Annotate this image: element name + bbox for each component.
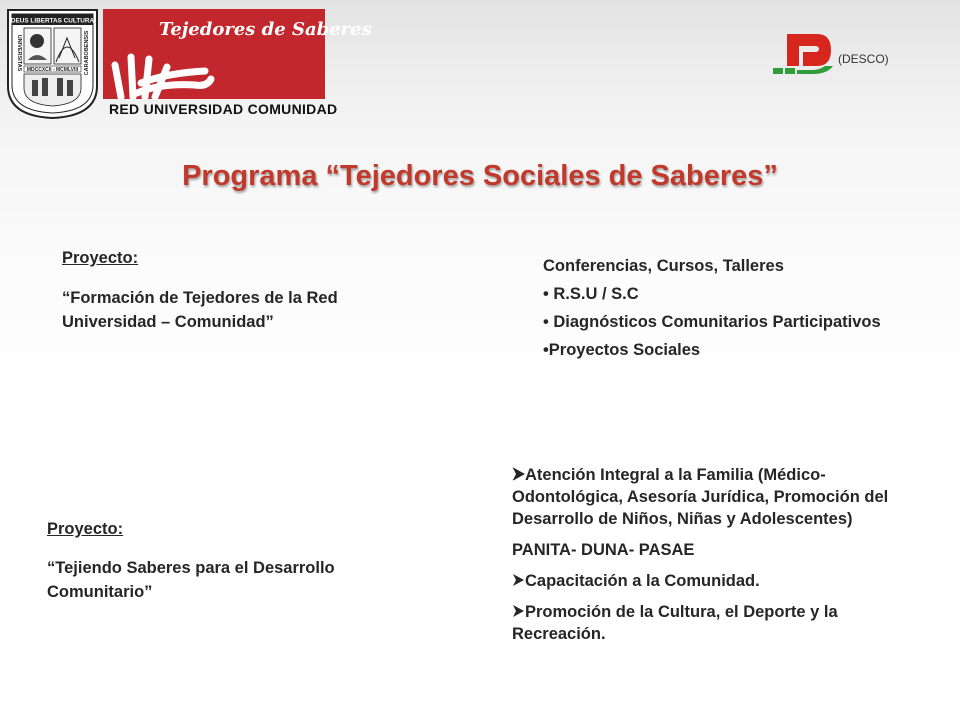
project1-label: Proyecto: bbox=[62, 249, 139, 267]
activity-item: • R.S.U / S.C bbox=[543, 285, 639, 303]
page-title: Programa “Tejedores Sociales de Saberes” bbox=[182, 160, 778, 192]
service-item bbox=[512, 570, 932, 592]
service-item-text: Capacitación a la Comunidad. bbox=[525, 572, 760, 590]
seal-left-text: UNIVERSITAS bbox=[16, 34, 22, 72]
services-list bbox=[512, 464, 932, 654]
service-item bbox=[512, 464, 932, 530]
programs-line: PANITA- DUNA- PASAE bbox=[512, 541, 695, 559]
arrow-bullet-icon bbox=[512, 467, 525, 481]
desco-mark-icon bbox=[773, 30, 837, 80]
project2-name: “Tejiendo Saberes para el Desarrollo Comunitario” bbox=[47, 559, 335, 601]
banner-subtitle: RED UNIVERSIDAD COMUNIDAD bbox=[109, 101, 338, 117]
arrow-bullet-icon bbox=[512, 573, 525, 587]
activity-item: •Proyectos Sociales bbox=[543, 341, 701, 359]
seal-year-text: MDCCXCII - MCMLVIII bbox=[26, 67, 79, 73]
activity-item: • Diagnósticos Comunitarios Participativos bbox=[543, 313, 881, 331]
project1-name: “Formación de Tejedores de la Red Universidad – Comunidad” bbox=[62, 289, 338, 331]
activities-list bbox=[543, 254, 883, 366]
arrow-bullet-icon bbox=[512, 604, 525, 618]
university-seal-logo bbox=[6, 8, 99, 120]
tejedores-banner-logo bbox=[103, 9, 372, 119]
project2-label: Proyecto: bbox=[47, 520, 124, 538]
service-item bbox=[512, 601, 932, 645]
service-item-text: Promoción de la Cultura, el Deporte y la Recreación. bbox=[512, 603, 838, 643]
seal-top-text: DEUS LIBERTAS CULTURA bbox=[10, 17, 95, 25]
seal-right-text: CARABOBENSIS bbox=[84, 30, 90, 76]
activities-heading: Conferencias, Cursos, Talleres bbox=[543, 257, 784, 275]
desco-logo bbox=[773, 30, 893, 80]
banner-title: Tejedores de Saberes bbox=[159, 19, 372, 40]
service-item-text: Atención Integral a la Familia (Médico- Odontológica, Asesoría Jurídica, Promoción del Desarrollo de Niños, Niñas y Adolescentes) bbox=[512, 466, 889, 528]
desco-label: (DESCO) bbox=[838, 52, 889, 66]
